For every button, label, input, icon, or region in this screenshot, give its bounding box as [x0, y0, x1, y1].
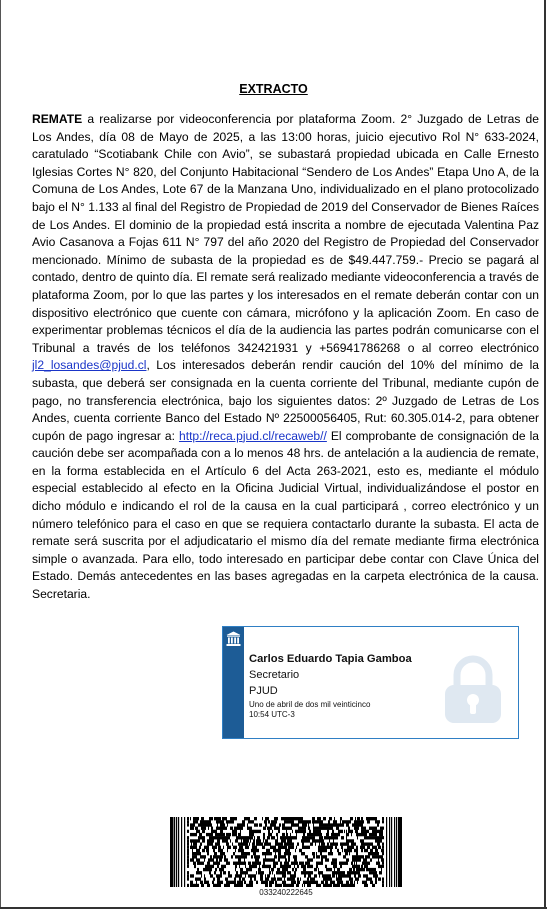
page-border-left [0, 0, 1, 909]
signer-role: Secretario [249, 669, 300, 681]
barcode-number: 033240222645 [259, 888, 313, 897]
signature-date-line2: 10:54 UTC-3 [249, 709, 295, 719]
lock-icon [441, 655, 505, 725]
signature-stripe [223, 627, 244, 738]
body-text-part3: El comprobante de consignación de la caución debe ser acompañada con a lo menos 48 hrs. de antelación a la audiencia de remate, en la forma establecida en el Artículo 6 del Acta 263-2021, esto es, mediante el módulo especial establecido al efecto en la Oficina Judicial Virtual, individualizándose el postor en dicho módulo e indicando el rol de la causa en la cual participará , correo electrónico y un número telefónico para el caso en que se requiera contactarlo durante la subasta. El acta de remate será suscrita por el adjudicatario el mismo día del remate mediante firma electrónica simple o avanzada. Para ello, todo interesado en participar debe contar con Clave Única del Estado. Demás antecedentes en las bases agregadas en la carpeta electrónica de la causa. Secretaria. [32, 428, 539, 602]
pdf417-barcode [170, 817, 402, 887]
electronic-signature-box [222, 626, 519, 739]
signature-date [249, 700, 409, 719]
signer-organization: PJUD [249, 685, 278, 697]
body-text-part2: , Los interesados deberán rendir caución del 10% del mínimo de la subasta, que deberá ser consignada en la cuenta corriente del Tribunal, mediante cupón de pago, no transferencia electrónica, bajo los siguientes datos: 2º Juzgado de Letras de Los Andes, cuenta corriente Banco del Estado Nº 22500056405, Rut: 60.305.014-2, para obtener cupón de pago ingresar a: [32, 358, 539, 443]
document-title: EXTRACTO [239, 82, 308, 96]
body-text-part1: a realizarse por videoconferencia por plataforma Zoom. 2° Juzgado de Letras de Los Andes, día 08 de Mayo de 2025, a las 13:00 horas, juicio ejecutivo Rol N° 633-2024, caratulado “Scotiabank Chile con Avio”, se subastará propiedad ubicada en Calle Ernesto Iglesias Cortes N° 820, del Conjunto Habitacional “Sendero de Los Andes” Etapa Uno A, de la Comuna de Los Andes, Lote 67 de la Manzana Uno, individualizado en el plano protocolizado bajo el N° 1.133 al final del Registro de Propiedad de 2019 del Conservador de Bienes Raíces de Los Andes. El dominio de la propiedad está inscrita a nombre de ejecutada Valentina Paz Avio Casanova a Fojas 611 N° 797 del año 2020 del Registro de Propiedad del Conservador mencionado. Mínimo de subasta de la propiedad es de $49.447.759.- Precio se pagará al contado, dentro de quinto día. El remate será realizado mediante videoconferencia a través de plataforma Zoom, por lo que las partes y los interesados en el remate deberán contar con un dispositivo electrónico que cuente con cámara, micrófono y la aplicación Zoom. En caso de experimentar problemas técnicos el día de la audiencia las partes podrán comunicarse con el Tribunal a través de los teléfonos 342421931 y +56941786268 o al correo electrónico [32, 112, 539, 355]
body-lead: REMATE [32, 112, 83, 126]
page-border-right [544, 0, 546, 909]
signature-date-line1: Uno de abril de dos mil veinticinco [249, 700, 371, 709]
signer-name: Carlos Eduardo Tapia Gamboa [249, 653, 412, 665]
email-link[interactable]: jl2_losandes@pjud.cl [32, 358, 147, 373]
courthouse-icon [226, 631, 241, 647]
document-body [32, 111, 539, 604]
payment-url-link[interactable]: http://reca.pjud.cl/recaweb// [178, 428, 327, 443]
